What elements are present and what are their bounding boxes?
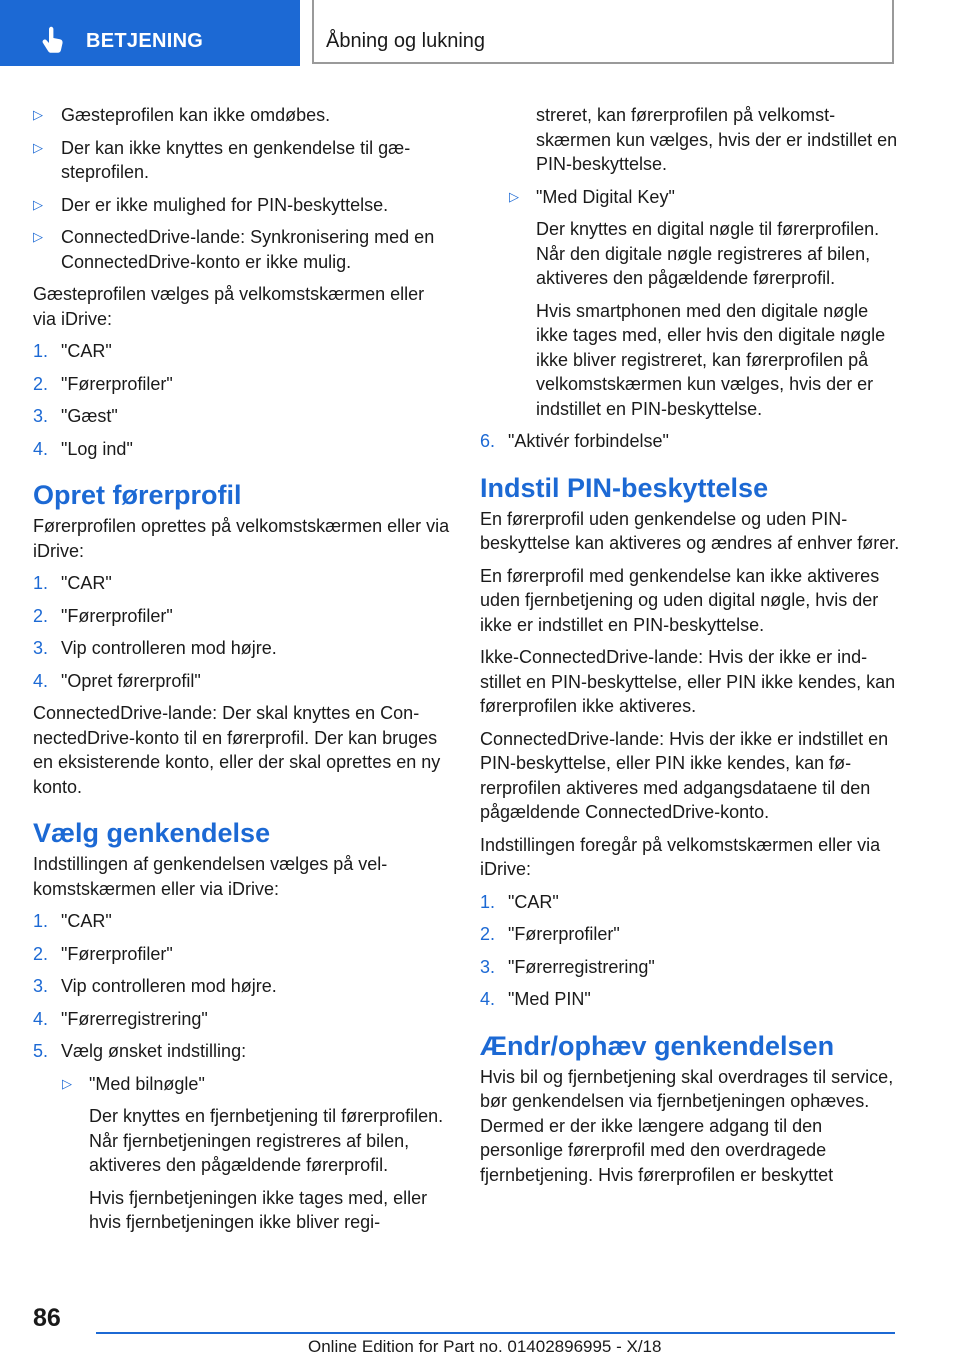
step-text: "Førerprofiler" xyxy=(508,924,620,944)
step-text: "Opret førerprofil" xyxy=(61,670,201,691)
list-item: ▷ Der er ikke mulighed for PIN-beskyttelse. xyxy=(33,193,451,218)
section-heading: Opret førerprofil xyxy=(33,480,242,510)
step-text: "Med PIN" xyxy=(508,989,591,1009)
step-item: 3. "Gæst" xyxy=(33,406,118,426)
step-text: Vælg ønsket indstilling: xyxy=(61,1041,247,1061)
section-tab xyxy=(312,0,894,64)
paragraph: Hvis bil og fjernbetjening skal overdrages til service, bør genkendelsen via fjernbetjeningen ophæves. Dermed er der ikke længere adgang til den personlige førerprofil med den overdragede fjernbetjening. Hvis førerprofilen er beskyttet xyxy=(480,1066,894,1185)
section-heading: Indstil PIN-beskyttelse xyxy=(480,472,769,503)
step-item: 5. Vælg ønsket indstilling: xyxy=(33,1041,247,1061)
paragraph: Der knyttes en fjernbetjening til førerprofilen. Når fjernbetjeningen registreres af bilen, aktiveres den pågældende førerprofil. xyxy=(89,1106,444,1175)
paragraph: Ikke-ConnectedDrive-lande: Hvis der ikke er indstillet en PIN-beskyttelse, eller PIN ikke kendes, kan førerprofilen ikke aktiveres. xyxy=(480,647,896,716)
step-item: 1. "CAR" xyxy=(33,573,112,593)
page-number: 86 xyxy=(33,1304,61,1332)
paragraph: ConnectedDrive-lande: Der skal knyttes en ConnectedDrive-konto til en førerprofil. Der kan bruges en eksisterende konto, eller der skal oprettes en ny konto. xyxy=(33,703,441,797)
paragraph: Indstillingen foregår på velkomstskærmen eller via iDrive: xyxy=(480,834,881,879)
step-item: 1. "CAR" xyxy=(33,911,112,931)
paragraph: Der knyttes en digital nøgle til førerprofilen. Når den digitale nøgle registreres af bilen, aktiveres den pågældende førerprofil. xyxy=(536,219,880,288)
footer-edition: Online Edition for Part no. 01402896995 - X/18 xyxy=(308,1337,662,1356)
paragraph: Gæsteprofilen vælges på velkomstskærmen eller via iDrive: xyxy=(33,284,425,329)
step-text: "CAR" xyxy=(61,573,112,593)
step-text: Vip controlleren mod højre. xyxy=(61,976,277,996)
left-column xyxy=(33,103,451,1243)
step-item: 3. Vip controlleren mod højre. xyxy=(33,638,277,658)
right-column xyxy=(480,103,900,1195)
chapter-tab xyxy=(0,0,300,66)
step-item: 1. "CAR" xyxy=(33,341,112,361)
step-text: "Førerregistrering" xyxy=(508,956,655,977)
step-text: "Aktivér forbindelse" xyxy=(508,431,669,451)
step-item: 2. "Førerprofiler" xyxy=(33,373,173,394)
step-item: 1. "CAR" xyxy=(480,891,559,912)
paragraph: En førerprofil uden genkendelse og uden PIN-beskyttelse kan aktiveres og ændres af enhver fører. xyxy=(480,508,900,553)
paragraph: En førerprofil med genkendelse kan ikke aktiveres uden fjernbetjening og uden digital nøgle, hvis der ikke er indstillet en PIN-beskyttelse. xyxy=(480,565,880,635)
step-text: "Førerregistrering" xyxy=(61,1008,208,1029)
sub-list-item: ▷ "Med bilnøgle" xyxy=(33,1072,451,1097)
list-item: ▷ Der kan ikke knyttes en genkendelse til gæsteprofilen. xyxy=(33,136,451,185)
step-item: 2. "Førerprofiler" xyxy=(33,943,173,964)
paragraph: streret, kan førerprofilen på velkomstskærmen kun vælges, hvis der er indstillet en PIN-beskyttelse. xyxy=(536,105,898,174)
paragraph: Indstillingen af genkendelsen vælges på velkomstskærmen eller via iDrive: xyxy=(33,854,388,899)
step-item: 4. "Førerregistrering" xyxy=(33,1008,208,1029)
step-item: 4. "Log ind" xyxy=(33,438,133,459)
list-item: ▷ Gæsteprofilen kan ikke omdøbes. xyxy=(33,103,451,128)
hand-pointer-icon xyxy=(38,26,68,56)
step-text: Vip controlleren mod højre. xyxy=(61,638,277,658)
sub-list-item: ▷ "Med Digital Key" xyxy=(480,185,900,210)
step-item: 3. Vip controlleren mod højre. xyxy=(33,976,277,996)
section-heading: Vælg genkendelse xyxy=(33,818,271,848)
step-item: 2. "Førerprofiler" xyxy=(480,924,620,944)
paragraph: ConnectedDrive-lande: Hvis der ikke er indstillet en PIN-beskyttelse, eller PIN ikke kendes, kan førerprofilen aktiveres med adgangsdataene til den pågældende ConnectedDrive-konto. xyxy=(480,728,889,822)
step-text: "Førerprofiler" xyxy=(61,373,173,394)
step-text: "Gæst" xyxy=(61,406,118,426)
step-number: 6. xyxy=(480,431,496,451)
step-item xyxy=(480,429,900,454)
section-heading: Ændr/ophæv genkendelsen xyxy=(480,1030,835,1061)
step-text: "Log ind" xyxy=(61,438,133,459)
paragraph: Hvis fjernbetjeningen ikke tages med, eller hvis fjernbetjeningen ikke bliver regi- xyxy=(89,1187,428,1232)
step-item: 4. "Med PIN" xyxy=(480,989,591,1009)
chapter-tab-label: BETJENING xyxy=(86,30,204,52)
step-text: "CAR" xyxy=(61,911,112,931)
step-text: "CAR" xyxy=(508,891,559,912)
step-text: "Førerprofiler" xyxy=(61,943,173,964)
step-item: 4. "Opret førerprofil" xyxy=(33,670,201,691)
section-title: Åbning og lukning xyxy=(326,30,486,52)
step-item: 2. "Førerprofiler" xyxy=(33,605,173,626)
step-item: 3. "Førerregistrering" xyxy=(480,956,655,977)
paragraph: Førerprofilen oprettes på velkomstskærmen eller via iDrive: xyxy=(33,516,450,561)
step-text: "CAR" xyxy=(61,341,112,361)
page-header xyxy=(0,0,960,66)
paragraph: Hvis smartphonen med den digitale nøgle ikke tages med, eller hvis den digitale nøgle ikke bliver registreret, kan førerprofilen på velkomstskærmen kun vælges, hvis der er indstillet en PIN-beskyttelse. xyxy=(536,300,886,419)
step-text: "Førerprofiler" xyxy=(61,605,173,626)
list-item: ▷ ConnectedDrive-lande: Synkronisering med en ConnectedDrive-konto er ikke mulig. xyxy=(33,225,451,274)
footer-divider xyxy=(96,1332,895,1334)
